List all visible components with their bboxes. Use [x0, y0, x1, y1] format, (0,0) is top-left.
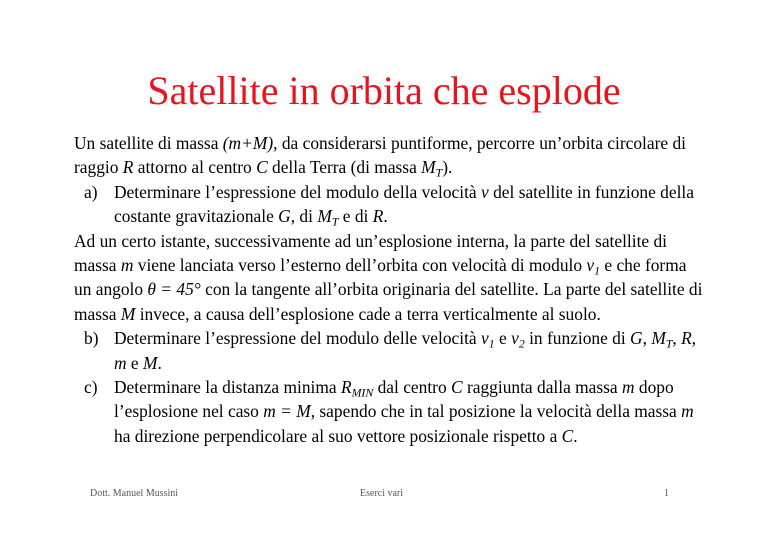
- slide-body: [74, 131, 706, 448]
- intro-paragraph: Un satellite di massa (m+M), da considerarsi puntiforme, percorre un’orbita circolare di raggio R attorno al centro C della Terra (di massa $M_T$).: [74, 133, 686, 180]
- question-a-label: a): [84, 181, 98, 202]
- question-a: [74, 180, 706, 229]
- footer-page-number: 1: [664, 488, 669, 499]
- explosion-paragraph: Ad un certo istante, successivamente ad un’esplosione interna, la parte del satellite di massa m viene lanciata verso l’esterno dell’orbita con velocità di modulo $v_1$ e che forma un angolo θ = 45° con la tangente all’orbita originaria del satellite. La parte del satellite di massa M invece, a causa dell’esplosione cade a terra verticalmente al suolo.: [74, 230, 703, 324]
- question-b-text: Determinare l’espressione del modulo delle velocità $v_1$ e $v_2$ in funzione di G, $M_T$, R, m e M.: [114, 328, 697, 373]
- question-b: [74, 326, 706, 375]
- slide-title: Satellite in orbita che esplode: [147, 68, 621, 113]
- question-b-label: b): [84, 328, 99, 349]
- footer-author: Dott. Manuel Mussini: [90, 488, 179, 499]
- question-a-text: Determinare l’espressione del modulo della velocità v del satellite in funzione della costante gravitazionale G, di $M_T$ e di R.: [114, 181, 694, 229]
- question-c: [74, 375, 706, 448]
- footer-topic: Eserci vari: [360, 488, 404, 499]
- question-c-text: Determinare la distanza minima $R_{MIN}$ dal centro C raggiunta dalla massa m dopo l’esplosione nel caso m = M, sapendo che in tal posizione la velocità della massa m ha direzione perpendicolare al suo vettore posizionale rispetto a C.: [114, 377, 694, 446]
- question-c-label: c): [84, 377, 98, 398]
